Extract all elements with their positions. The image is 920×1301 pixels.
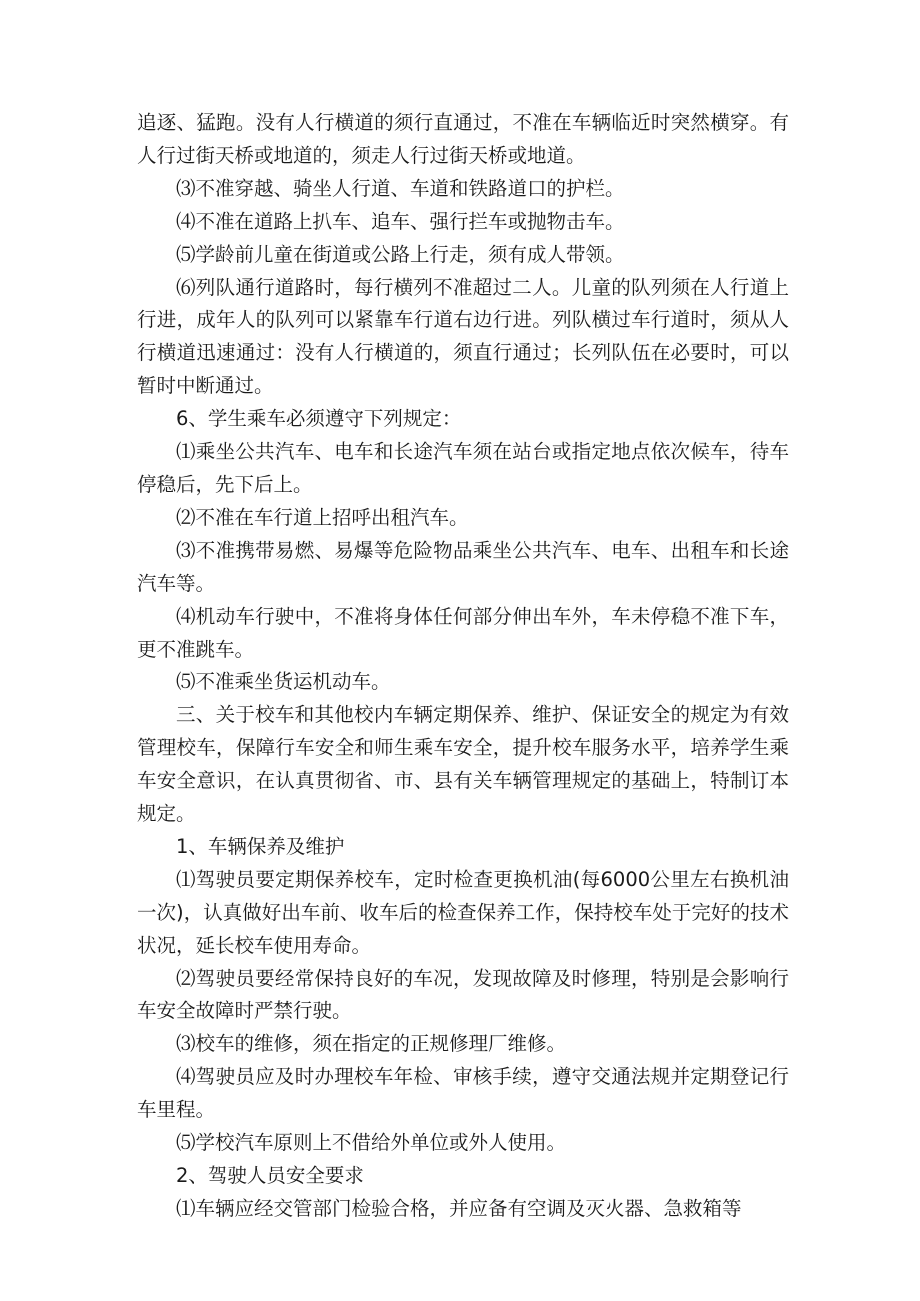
document-body xyxy=(137,107,789,1226)
paragraph: ⑶不准穿越、骑坐人行道、车道和铁路道口的护栏。 xyxy=(176,176,625,200)
section-heading: 1、车辆保养及维护 xyxy=(176,834,345,858)
paragraph: ⑴车辆应经交管部门检验合格，并应备有空调及灭火器、急救箱等 xyxy=(176,1196,742,1220)
section-heading: 6、学生乘车必须遵守下列规定： xyxy=(176,407,462,431)
section-heading: 三、关于校车和其他校内车辆定期保养、维护、保证安全的规定为有效管理校车，保障行车安全和师生乘车安全，提升校车服务水平，培养学生乘车安全意识，在认真贯彻省、市、县有关车辆管理规定的基础上，特制订本规定。 xyxy=(137,703,789,826)
paragraph: 追逐、猛跑。没有人行横道的须行直通过，不准在车辆临近时突然横穿。有人行过街天桥或地道的，须走人行过街天桥或地道。 xyxy=(137,111,789,167)
paragraph: ⑹列队通行道路时，每行横列不准超过二人。儿童的队列须在人行道上行进，成年人的队列可以紧靠车行道右边行进。列队横过车行道时，须从人行横道迅速通过：没有人行横道的，须直行通过；长列队伍在必要时，可以暂时中断通过。 xyxy=(137,275,789,398)
paragraph: ⑴乘坐公共汽车、电车和长途汽车须在站台或指定地点依次候车，待车停稳后，先下后上。 xyxy=(137,440,789,496)
section-heading: 2、驾驶人员安全要求 xyxy=(176,1164,364,1187)
paragraph: ⑶校车的维修，须在指定的正规修理厂维修。 xyxy=(176,1032,567,1056)
paragraph: ⑸不准乘坐货运机动车。 xyxy=(176,670,391,694)
paragraph: ⑸学龄前儿童在街道或公路上行走，须有成人带领。 xyxy=(176,242,625,266)
paragraph: ⑶不准携带易燃、易爆等危险物品乘坐公共汽车、电车、出租车和长途汽车等。 xyxy=(137,538,789,595)
paragraph: ⑷不准在道路上扒车、追车、强行拦车或抛物击车。 xyxy=(176,209,625,233)
paragraph: ⑵驾驶员要经常保持良好的车况，发现故障及时修理，特别是会影响行车安全故障时严禁行驶。 xyxy=(137,966,789,1023)
paragraph: ⑴驾驶员要定期保养校车，定时检查更换机油(每6000公里左右换机油一次)，认真做好出车前、收车后的检查保养工作，保持校车处于完好的技术状况，延长校车使用寿命。 xyxy=(137,867,789,957)
paragraph: ⑷驾驶员应及时办理校车年检、审核手续，遵守交通法规并定期登记行车里程。 xyxy=(137,1065,789,1122)
paragraph: ⑷机动车行驶中，不准将身体任何部分伸出车外，车未停稳不准下车，更不准跳车。 xyxy=(137,604,789,661)
paragraph: ⑵不准在车行道上招呼出租汽车。 xyxy=(176,505,469,529)
paragraph: ⑸学校汽车原则上不借给外单位或外人使用。 xyxy=(176,1131,567,1155)
